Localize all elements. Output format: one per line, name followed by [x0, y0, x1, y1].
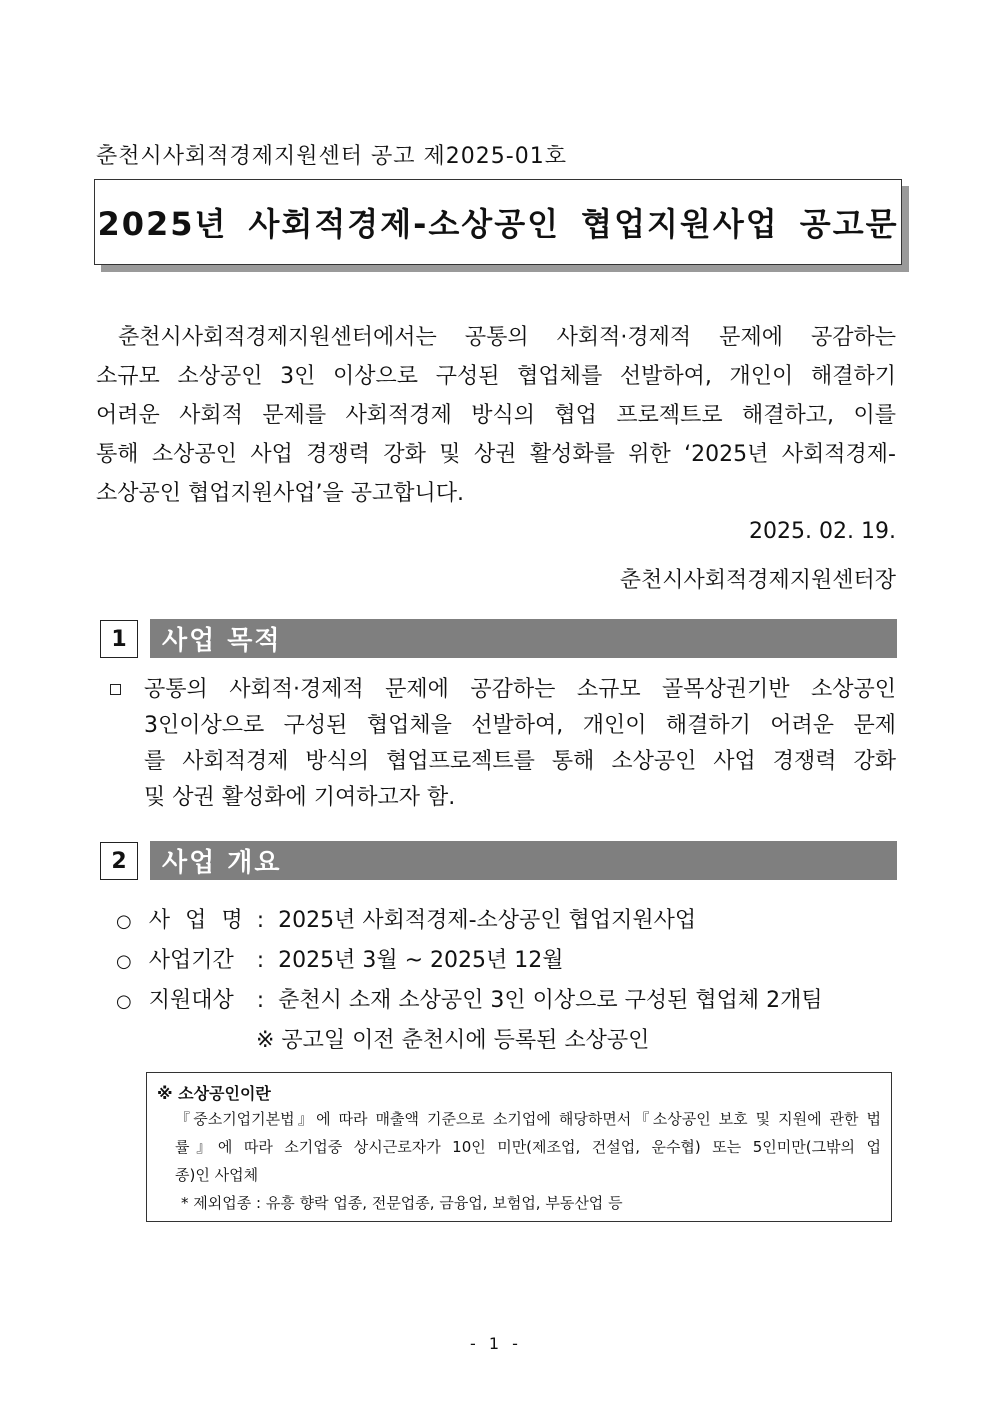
issuer-signature: 춘천시사회적경제지원센터장 — [619, 568, 896, 593]
definition-line: 률』에 따라 소기업중 상시근로자가 10인 미만(제조업, 건설업, 운수협) 또는 5인미만(그밖의 업 — [175, 1138, 881, 1156]
overview-item — [116, 983, 823, 1014]
intro-paragraph — [96, 318, 896, 513]
purpose-line: 및 상권 활성화에 기여하고자 함. — [144, 785, 456, 810]
overview-value: 2025년 3월 ~ 2025년 12월 — [278, 948, 564, 973]
intro-line: 소상공인 협업지원사업’을 공고합니다. — [96, 481, 465, 506]
section-number: 1 — [100, 620, 138, 658]
overview-item — [116, 943, 564, 974]
intro-line: 춘천시사회적경제지원센터에서는 공통의 사회적·경제적 문제에 공감하는 — [118, 325, 896, 350]
square-bullet-icon — [110, 684, 121, 695]
page-number: - 1 - — [470, 1334, 522, 1353]
overview-item — [116, 903, 696, 934]
overview-label: 지원대상 — [148, 988, 234, 1013]
overview-value: 2025년 사회적경제-소상공인 협업지원사업 — [278, 908, 697, 933]
purpose-paragraph — [144, 672, 896, 816]
overview-colon: : — [249, 948, 272, 973]
purpose-line: 3인이상으로 구성된 협업체을 선발하여, 개인이 해결하기 어려운 문제 — [144, 713, 896, 738]
overview-label: 사업기간 — [148, 948, 234, 973]
definition-line: 『중소기업기본법』에 따라 매출액 기준으로 소기업에 해당하면서『소상공인 보호 및 지원에 관한 법 — [175, 1110, 881, 1128]
circle-bullet-icon: ○ — [116, 951, 132, 972]
circle-bullet-icon: ○ — [116, 911, 132, 932]
notice-number: 춘천시사회적경제지원센터 공고 제2025-01호 — [96, 144, 567, 169]
overview-label: 사 업 명 — [148, 908, 243, 933]
purpose-line: 를 사회적경제 방식의 협업프로젝트를 통해 소상공인 사업 경쟁력 강화 — [144, 749, 896, 774]
purpose-line: 공통의 사회적·경제적 문제에 공감하는 소규모 골목상권기반 소상공인 — [144, 677, 896, 702]
section-title: 사업 목적 — [150, 619, 897, 658]
overview-note: ※ 공고일 이전 춘천시에 등록된 소상공인 — [256, 1028, 650, 1053]
overview-colon: : — [249, 908, 272, 933]
circle-bullet-icon: ○ — [116, 991, 132, 1012]
intro-line: 소규모 소상공인 3인 이상으로 구성된 협업체를 선발하여, 개인이 해결하기 — [96, 364, 896, 389]
definition-heading: ※ 소상공인이란 — [157, 1084, 271, 1103]
section-number: 2 — [100, 842, 138, 880]
exclusion-note: * 제외업종 : 유흥 향락 업종, 전문업종, 금융업, 보험업, 부동산업 등 — [181, 1194, 623, 1212]
section-title: 사업 개요 — [150, 841, 897, 880]
notice-date: 2025. 02. 19. — [749, 519, 896, 544]
definition-box — [146, 1072, 892, 1222]
definition-line: 종)인 사업체 — [175, 1166, 259, 1184]
document-title: 2025년 사회적경제-소상공인 협업지원사업 공고문 — [97, 205, 899, 243]
overview-colon: : — [249, 988, 272, 1013]
overview-value: 춘천시 소재 소상공인 3인 이상으로 구성된 협업체 2개팀 — [278, 988, 823, 1013]
intro-line: 어려운 사회적 문제를 사회적경제 방식의 협업 프로젝트로 해결하고, 이를 — [96, 403, 896, 428]
title-box — [94, 179, 902, 265]
intro-line: 통해 소상공인 사업 경쟁력 강화 및 상권 활성화를 위한 ‘2025년 사회적경제- — [96, 442, 896, 467]
